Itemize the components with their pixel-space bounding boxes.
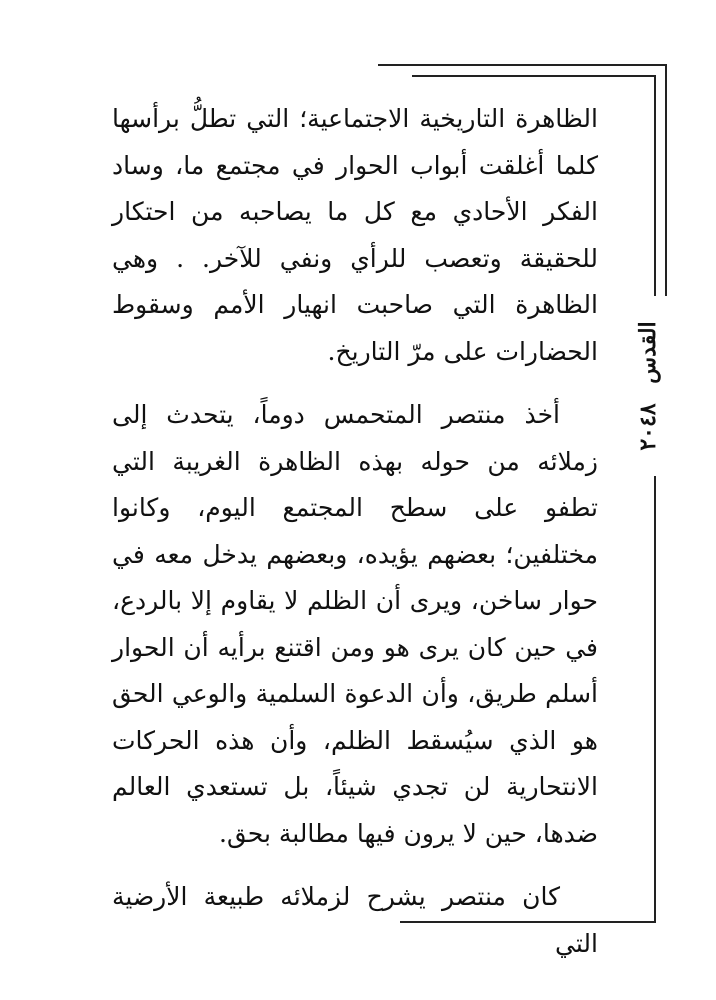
page-body (112, 96, 598, 967)
frame-line-top (378, 64, 665, 66)
frame-line-right-inner (654, 75, 656, 296)
book-year: ٢٠٤٨ (635, 403, 661, 451)
frame-line-top-inner (412, 75, 654, 77)
paragraph-2: أخذ منتصر المتحمس دوماً، يتحدث إلى زملائه من حوله بهذه الظاهرة الغريبة التي تطفو على سطح المجتمع اليوم، وكانوا مختلفين؛ بعضهم يؤيده، وبعضهم يدخل معه في حوار ساخن، ويرى أن الظلم لا يقاوم إلا بالردع، في حين كان يرى هو ومن اقتنع برأيه أن الحوار أسلم طريق، وأن الدعوة السلمية والوعي الحق هو الذي سيُسقط الظلم، وأن هذه الحركات الانتحارية لن تجدي شيئاً، بل تستعدي العالم ضدها، حين لا يرون فيها مطالبة بحق. (112, 400, 598, 848)
paragraph-3: كان منتصر يشرح لزملائه طبيعة الأرضية التي (112, 882, 598, 958)
running-header (635, 315, 661, 456)
book-title: القدس (635, 321, 661, 384)
frame-line-right-lower (654, 476, 656, 922)
paragraph-1: الظاهرة التاريخية الاجتماعية؛ التي تطلُّ برأسها كلما أغلقت أبواب الحوار في مجتمع ما، وساد الفكر الأحادي مع كل ما يصاحبه من احتكار للحقيقة وتعصب للرأي ونفي للآخر. . وهي الظاهرة التي صاحبت انهيار الأمم وسقوط الحضارات على مرّ التاريخ. (112, 104, 598, 366)
frame-line-right (665, 64, 667, 296)
